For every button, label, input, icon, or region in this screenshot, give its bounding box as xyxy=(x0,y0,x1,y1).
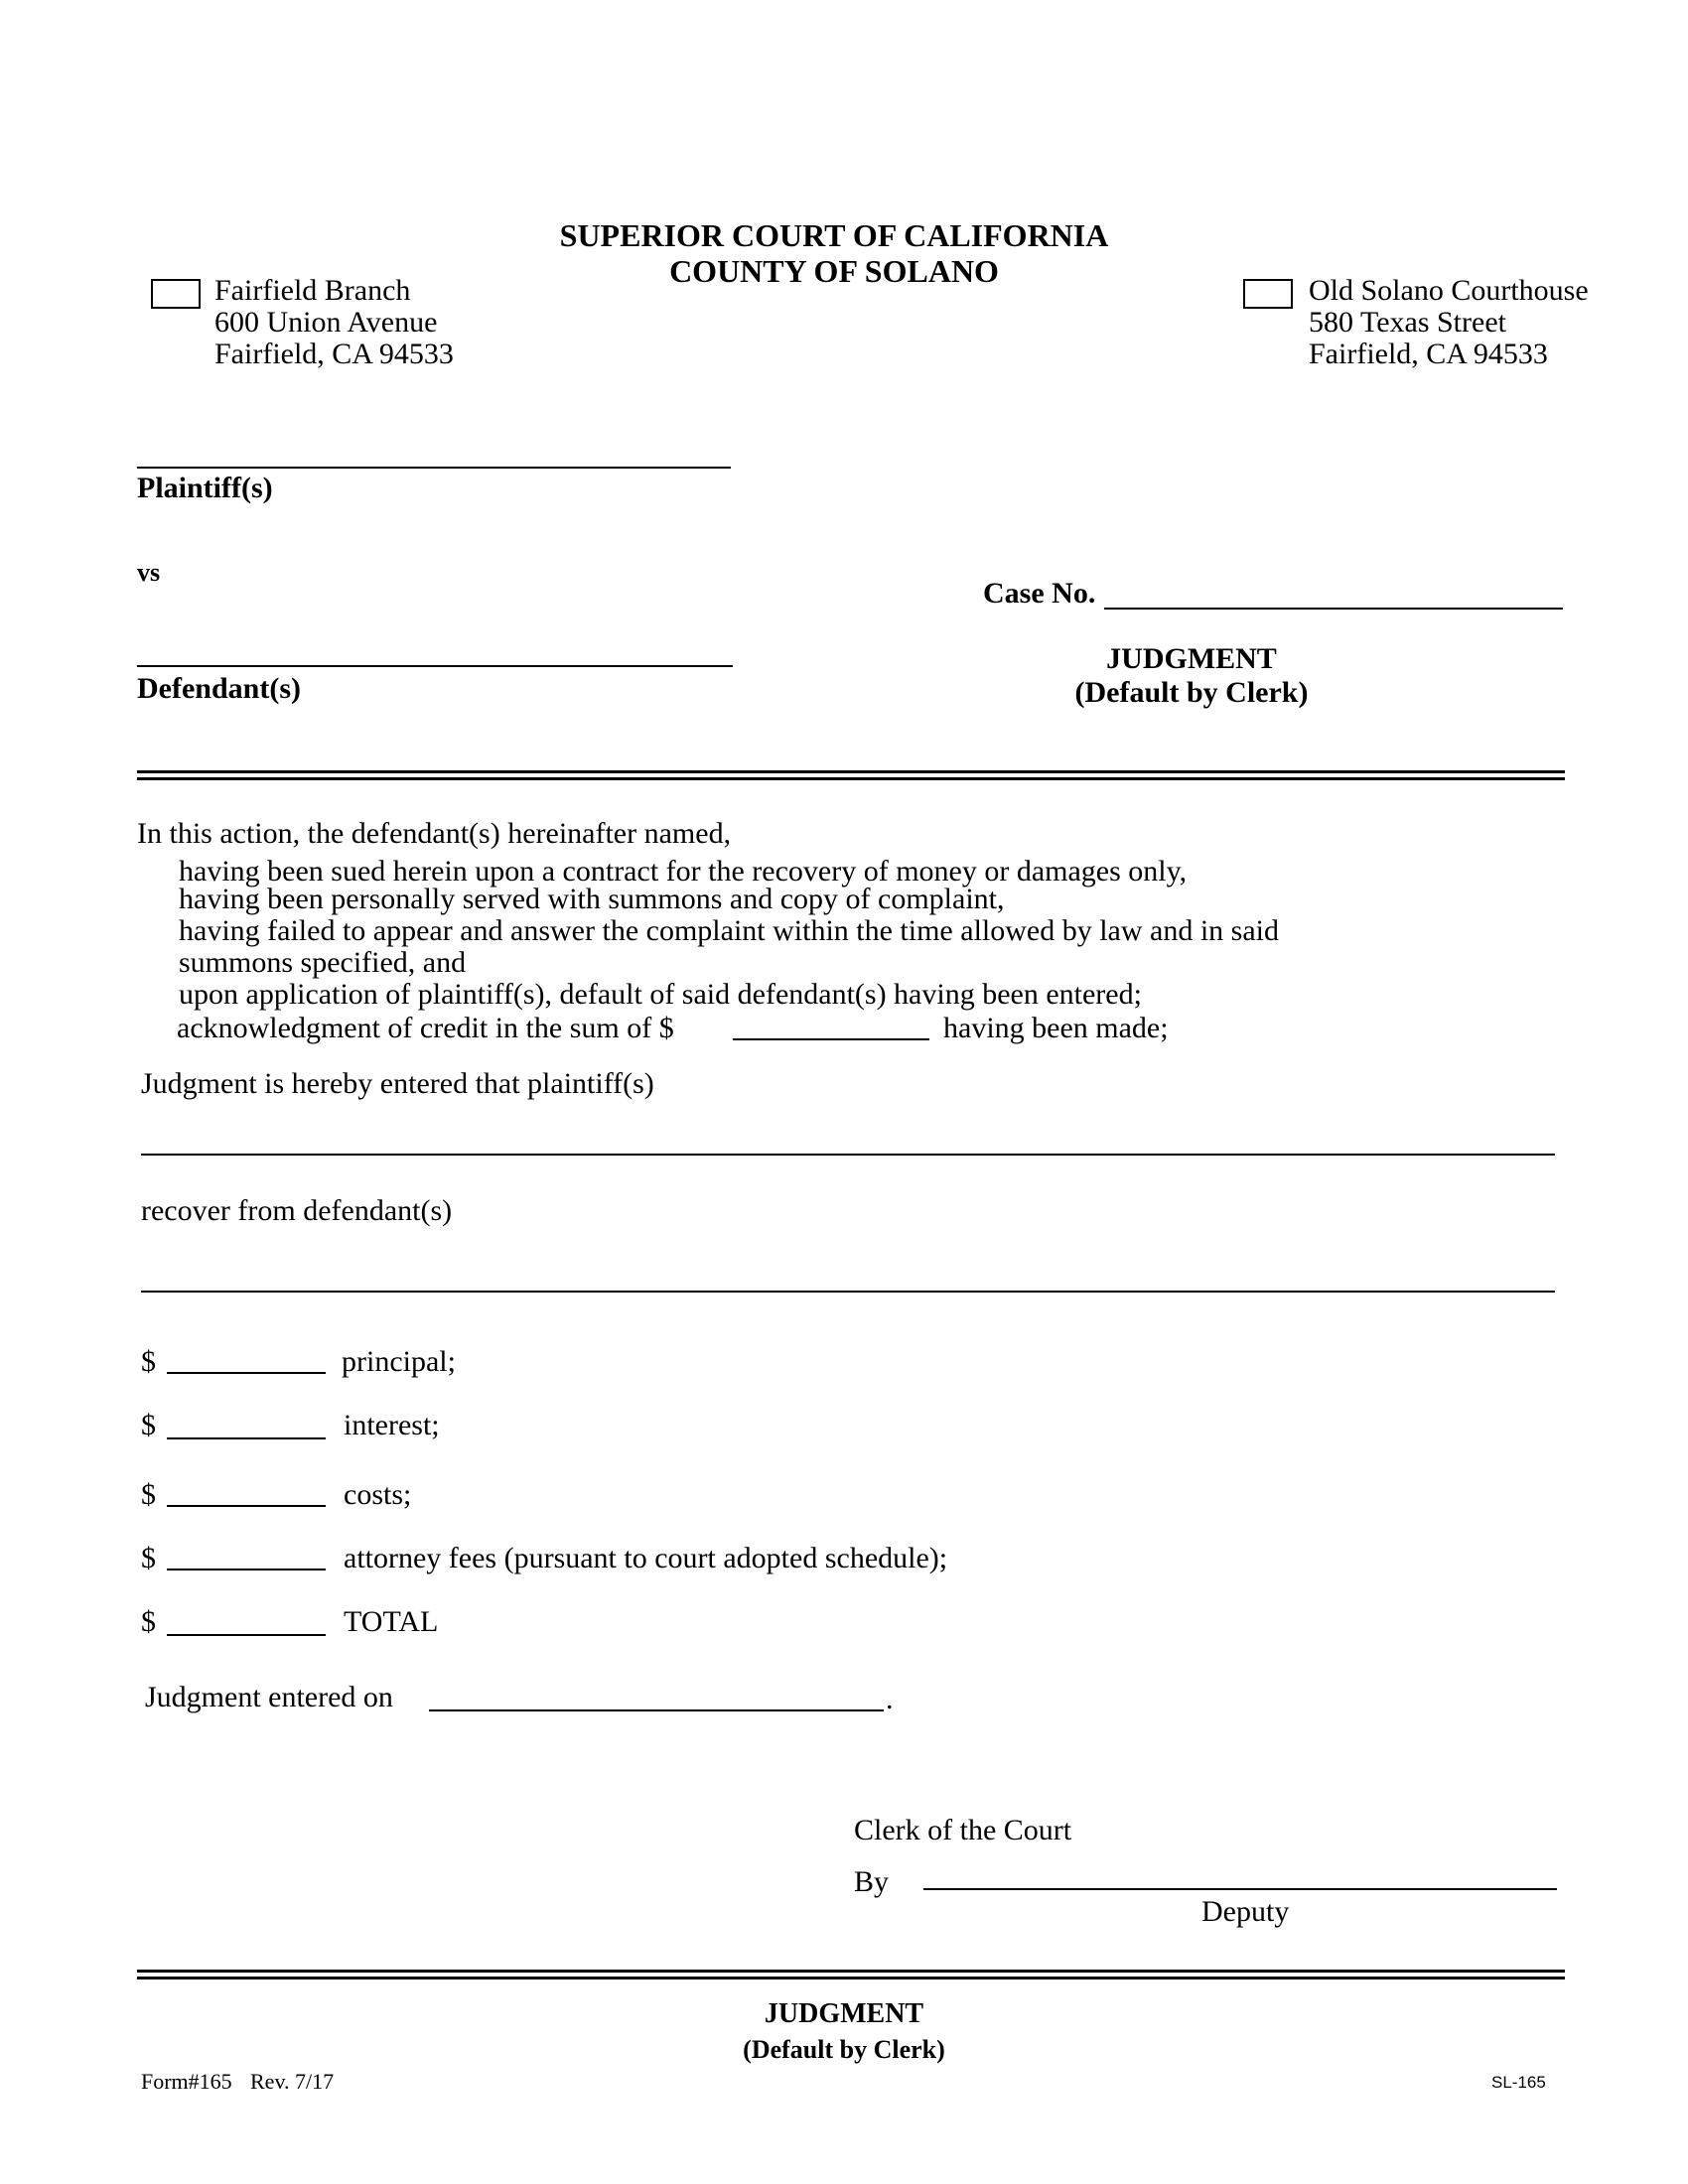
costs-label: costs; xyxy=(344,1478,412,1511)
fairfield-branch-checkbox[interactable] xyxy=(151,279,201,309)
footer-subtitle: (Default by Clerk) xyxy=(743,2035,945,2064)
defendant-label: Defendant(s) xyxy=(137,672,301,705)
interest-amount-field[interactable] xyxy=(167,1437,326,1439)
recital-default-entered: upon application of plaintiff(s), default of said defendant(s) having been entered; xyxy=(179,978,1142,1011)
plaintiff-label: Plaintiff(s) xyxy=(137,472,273,504)
form-number: Form#165 xyxy=(141,2069,232,2094)
footer-divider-top xyxy=(137,1970,1565,1973)
intro-text: In this action, the defendant(s) hereinafter named, xyxy=(137,817,732,850)
by-label: By xyxy=(854,1865,890,1898)
total-dollar-sign: $ xyxy=(141,1605,156,1638)
caption-doc-subtitle: (Default by Clerk) xyxy=(1074,676,1309,709)
old-solano-courthouse-street: 580 Texas Street xyxy=(1309,306,1506,339)
caption-doc-title: JUDGMENT xyxy=(1106,642,1277,675)
interest-label: interest; xyxy=(344,1409,440,1441)
form-revision: Rev. 7/17 xyxy=(250,2069,335,2094)
court-title-line1: SUPERIOR COURT OF CALIFORNIA xyxy=(559,217,1109,253)
vs-label: vs xyxy=(137,558,161,587)
judgment-date-field[interactable] xyxy=(429,1709,884,1711)
caption-divider-top xyxy=(137,770,1565,773)
credit-amount-field[interactable] xyxy=(733,1038,929,1040)
principal-amount-field[interactable] xyxy=(167,1372,326,1374)
recital-failed-to-appear: having failed to appear and answer the complaint within the time allowed by law and in said xyxy=(179,914,1280,947)
deputy-label: Deputy xyxy=(1201,1895,1290,1928)
credit-suffix: having been made; xyxy=(943,1012,1169,1044)
recital-served: having been personally served with summons and copy of complaint, xyxy=(179,883,1005,915)
recital-summons-specified: summons specified, and xyxy=(179,946,467,979)
court-title-line2: COUNTY OF SOLANO xyxy=(669,253,999,289)
plaintiff-recover-field[interactable] xyxy=(141,1154,1555,1156)
total-amount-field[interactable] xyxy=(167,1634,326,1636)
case-no-label: Case No. xyxy=(983,577,1096,610)
old-solano-courthouse-name: Old Solano Courthouse xyxy=(1309,274,1589,307)
attorney-fees-dollar-sign: $ xyxy=(141,1542,156,1574)
old-solano-courthouse-checkbox[interactable] xyxy=(1243,279,1293,309)
footer-title: JUDGMENT xyxy=(764,1998,924,2029)
total-label: TOTAL xyxy=(344,1605,439,1638)
judgment-entered-that: Judgment is hereby entered that plaintiff(s) xyxy=(141,1067,654,1100)
principal-label: principal; xyxy=(342,1345,456,1378)
defendant-recover-field[interactable] xyxy=(141,1291,1555,1293)
judgment-date-period: . xyxy=(886,1683,894,1715)
attorney-fees-label: attorney fees (pursuant to court adopted schedule); xyxy=(344,1542,948,1574)
credit-prefix: acknowledgment of credit in the sum of $ xyxy=(177,1012,674,1044)
principal-dollar-sign: $ xyxy=(141,1345,156,1378)
footer-divider-bottom xyxy=(137,1977,1565,1979)
costs-dollar-sign: $ xyxy=(141,1478,156,1511)
fairfield-branch-name: Fairfield Branch xyxy=(214,274,411,307)
attorney-fees-amount-field[interactable] xyxy=(167,1569,326,1570)
case-number-field[interactable] xyxy=(1104,608,1563,610)
deputy-signature-field[interactable] xyxy=(923,1888,1557,1890)
old-solano-courthouse-city: Fairfield, CA 94533 xyxy=(1309,338,1548,370)
judgment-entered-on-label: Judgment entered on xyxy=(145,1681,393,1713)
fairfield-branch-street: 600 Union Avenue xyxy=(214,306,438,339)
clerk-of-court-label: Clerk of the Court xyxy=(854,1814,1072,1846)
caption-divider-bottom xyxy=(137,777,1565,780)
interest-dollar-sign: $ xyxy=(141,1409,156,1441)
recital-contract: having been sued herein upon a contract for the recovery of money or damages only, xyxy=(179,855,1188,887)
form-code: SL-165 xyxy=(1491,2073,1546,2092)
costs-amount-field[interactable] xyxy=(167,1505,326,1507)
fairfield-branch-city: Fairfield, CA 94533 xyxy=(214,338,454,370)
recover-from-label: recover from defendant(s) xyxy=(141,1194,453,1227)
plaintiff-field[interactable] xyxy=(137,467,731,469)
defendant-field[interactable] xyxy=(137,665,733,667)
